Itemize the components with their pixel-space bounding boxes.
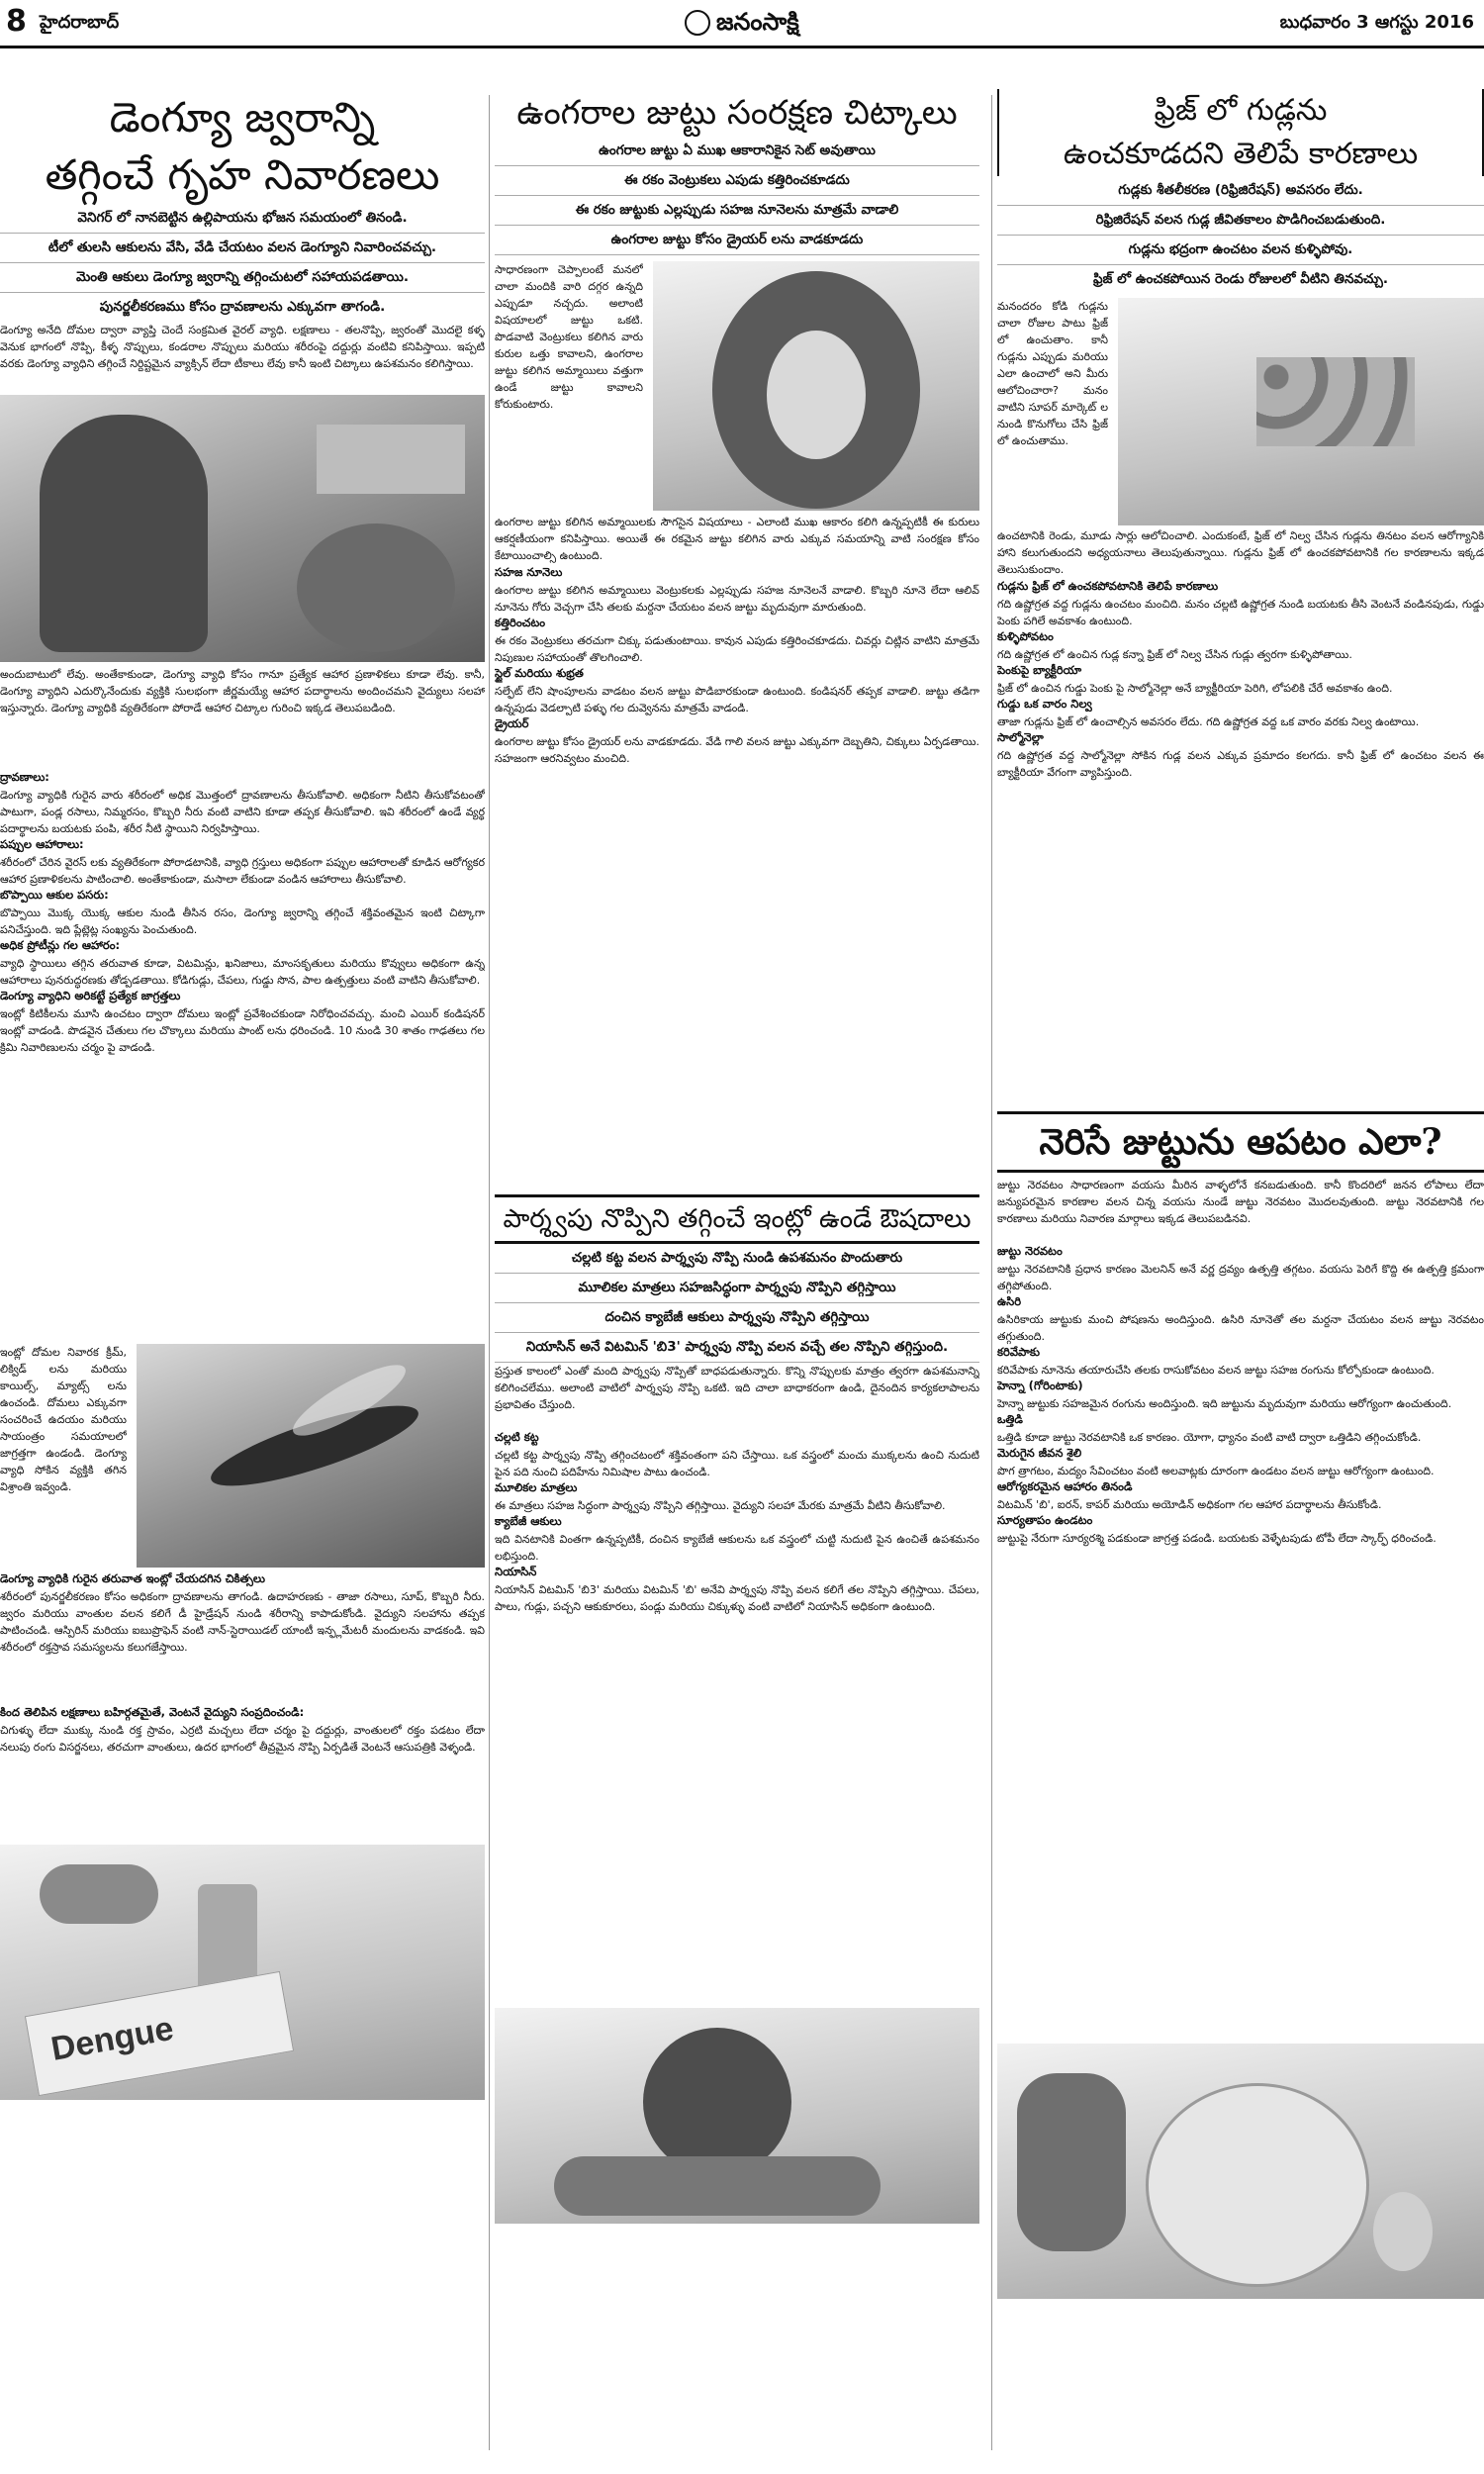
deck-2: మూలికల మాత్రలు సహజసిద్ధంగా పార్శ్వపు నొప్పిని తగ్గిస్తాయి (495, 1274, 979, 1303)
headline-eggs-line2: ఉంచకూడదని తెలిపే కారణాలు (1063, 137, 1419, 171)
deck-3: ఈ రకం జుట్టుకు ఎల్లప్పుడు సహజ నూనెలను మాత్రమే వాడాలి (495, 196, 979, 226)
section-text: గది ఉష్ణోగ్రత వద్ద గుడ్లను ఉంచటం మంచిది. మనం చల్లటి ఉష్ణోగ్రత నుండి బయటకు తీసి వెంటనే వండినపుడు, గుడ్డు పెంకు పగిలే అవకాశం ఉంటుంది. (997, 598, 1484, 627)
section-text: బొప్పాయి మొక్క యొక్క ఆకుల నుండి తీసిన రసం, డెంగ్యూ జ్వరాన్ని తగ్గించే శక్తివంతమైన ఇంటి చిట్కాగా పనిచేస్తుంది. ఇది ప్లేట్లెట్ల సంఖ్యను పెంచుతుంది. (0, 906, 485, 936)
deck-3: దంచిన క్యాబేజీ ఆకులు పార్శ్వపు నొప్పిని తగ్గిస్తాయి (495, 1303, 979, 1333)
edition-city: హైదరాబాద్ (40, 12, 120, 33)
paper-logo (685, 8, 799, 42)
body-text-1: అందుబాటులో లేవు. అంతేకాకుండా, డెంగ్యూ వ్యాధి కోసం గానూ ప్రత్యేక ఆహార ప్రణాళికలు కూడా లేవు. కానీ, డెంగ్యూ వ్యాధిని ఎదుర్కొనేందుకు వ్యక్తికి సులభంగా జీర్ణమయ్యే ఆహార పదార్థాలను అందించమని వైద్యులు సలహా ఇస్తున్నారు. డెంగ్యూ వ్యాధికి వ్యతిరేకంగా పోరాడే ఆహార చిట్కాల గురించి ఇక్కడ తెలుపబడింది. (0, 668, 485, 714)
section-text: ఒత్తిడి కూడా జుట్టు నెరవటానికి ఒక కారణం. యోగా, ధ్యానం వంటి వాటి ద్వారా ఒత్తిడిని తగ్గించుకోండి. (997, 1431, 1422, 1444)
deck-1: చల్లటి కట్ట వలన పార్శ్వపు నొప్పి నుండి ఉపశమనం పొందుతారు (495, 1244, 979, 1274)
curly-hair-body: ఉంగరాల జుట్టు కలిగిన అమ్మాయిలకు సౌగసైన విషయాలు - ఎలాంటి ముఖ ఆకారం కలిగి ఉన్నప్పటికీ ఈ కురులు ఆకర్షణీయంగా కనిపిస్తాయి. అయితే ఈ రకమైన జుట్టు కలిగిన వారు ఎక్కువ సమయాన్ని వాటి సంరక్షణ కోసం కేటాయించాల్సి ఉంటుంది. (495, 516, 979, 562)
headline-curly-hair: ఉంగరాల జుట్టు సంరక్షణ చిట్కాలు (516, 93, 958, 133)
section-text: ఫ్రిజ్ లో ఉంచిన గుడ్డు పెంకు పై సాల్మోనెల్లా అనే బ్యాక్టీరియా పెరిగి, లోపలికి చేరే అవకాశం ఉంది. (997, 682, 1393, 695)
deck-4: ఉంగరాల జుట్టు కోసం డ్రైయర్ లను వాడకూడదు (495, 226, 979, 255)
section-title: గుడ్డు ఒక వారం నిల్వ (997, 697, 1092, 711)
deck-4: ఫ్రిజ్ లో ఉంచకపోయిన రెండు రోజులలో వీటిని తినవచ్చు. (1092, 271, 1389, 287)
paper-name: జనంసాక్షి (716, 8, 799, 36)
section-title: ఆరోగ్యకరమైన ఆహారం తినండి (997, 1479, 1133, 1493)
dengue-label: Dengue (47, 2009, 177, 2068)
section-title: హెన్నా (గోరింటాకు) (997, 1379, 1083, 1392)
deck-4: పునర్జలీకరణము కోసం ద్రావణాలను ఎక్కువగా తాగండి. (99, 299, 386, 315)
article-dengue (0, 89, 485, 2100)
section-title: సాల్మోనెల్లా (997, 730, 1044, 744)
section-title: కుళ్ళిపోవటం (997, 629, 1054, 643)
article-migraine (495, 1194, 979, 1244)
section-text: నియాసిన్ విటమిన్ 'బి3' మరియు విటమిన్ 'బి' అనేవి పార్శ్వపు నొప్పి వలన కలిగే తల నొప్పిని తగ్గిస్తాయి. చేపలు, పాలు, గుడ్లు, పచ్చని ఆకుకూరలు, పండ్లు మరియు చిక్కుళ్ళు వంటి వాటిలో నియాసిన్ అధికంగా ఉంటుంది. (495, 1583, 979, 1613)
eggs-block (997, 298, 1484, 527)
face-shape (767, 331, 866, 459)
mosquito-photo (137, 1344, 485, 1568)
section-text: ఇంట్లో కిటికీలను మూసి ఉంచటం ద్వారా దోమలు ఇంట్లో ప్రవేశించకుండా నిరోధించవచ్చు. మంచి ఎయిర్ కండిషనర్ ఇంట్లో వాడండి. పొడవైన చేతులు గల చొక్కాలు మరియు పాంట్ లను ధరించండి. 10 నుండి 30 శాతం గాఢతలు గల క్రిమి నివారిణులను చర్మం పై వాడండి. (0, 1007, 485, 1054)
section-title: డ్రైయర్ (495, 716, 529, 730)
headline-grey-hair: నెరిసే జుట్టును ఆపటం ఎలా? (1039, 1121, 1442, 1163)
section-text: గది ఉష్ణోగ్రత వద్ద సాల్మోనెల్లా సోకిన గుడ్ల వలన ఎక్కువ ప్రమాదం కలగదు. కానీ ఫ్రిజ్ లో ఉంచటం వలన ఈ బ్యాక్టీరియా వేగంగా వ్యాపిస్తుంది. (997, 749, 1484, 779)
section-text: ఉంగరాల జుట్టు కలిగిన అమ్మాయిలు వెంట్రుకలకు ఎల్లప్పుడు సహజ నూనెలనే వాడాలి. కొబ్బరి నూనె లేదా ఆలివ్ నూనెను గోరు వెచ్చగా చేసి తలకు మర్దనా చేయటం వలన జుట్టు మృదువుగా మారుతుంది. (495, 584, 979, 614)
mosquito-block (0, 1344, 485, 1571)
section-text: సల్ఫేట్ లేని షాంపూలను వాడటం వలన జుట్టు పొడిబారకుండా ఉంటుంది. కండిషనర్ తప్పక వాడాలి. జుట్టు తడిగా ఉన్నపుడు వెడల్పాటి పళ్ళు గల దువ్వెనను మాత్రమే వాడండి. (495, 685, 979, 714)
eggs-body: ఉంచటానికి రెండు, మూడు సార్లు ఆలోచించాలి. ఎందుకంటే, ఫ్రిజ్ లో నిల్వ చేసిన గుడ్లను తినటం వలన ఆరోగ్యానికి హాని కలుగుతుందని అధ్యయనాలు తెలుపుతున్నాయి. గుడ్లను ఫ్రిజ్ లో ఉంచకపోవటానికి గల కారణాలను ఇక్కడ తెలుసుకుందాం. (997, 529, 1484, 576)
curly-hair-photo (653, 261, 979, 511)
egg-shape (1373, 2192, 1433, 2271)
deck-1: గుడ్లకు శీతలీకరణ (రిఫ్రిజిరేషన్) అవసరం లేదు. (997, 176, 1484, 206)
section-title: ద్రావణాలు: (0, 770, 49, 784)
section-title: గుడ్లను ఫ్రిజ్ లో ఉంచకపోవటానికి తెలిపే కారణాలు (997, 579, 1219, 593)
curly-hair-side-text: సాధారణంగా చెప్పాలంటే మనలో చాలా మందికి వారి దగ్గర ఉన్నది ఎప్పుడూ నచ్చదు. అలాంటి విషయాలలో జుట్టు ఒకటి. పొడవాటి వెంట్రుకలు కలిగిన వారు కురుల ఒత్తు కావాలని, ఉంగరాల జుట్టు కలిగిన అమ్మాయిలు వత్తుగా ఉండే జుట్టు కావాలని కోరుకుంటారు. (495, 263, 643, 411)
deck-2: ఈ రకం వెంట్రుకలు ఎపుడు కత్తిరించకూడదు (495, 166, 979, 196)
section-text: హెన్నా జుట్టుకు సహజమైన రంగును అందిస్తుంది. ఇది జుట్టును మృదువుగా మరియు ఆరోగ్యంగా ఉంచుతుంది. (997, 1397, 1452, 1410)
masthead (0, 0, 1484, 79)
eggs-headline-box (997, 89, 1484, 176)
logo-icon (685, 10, 710, 36)
section-title: కింద తెలిపిన లక్షణాలు బహిర్గతమైతే, వెంటనే వైద్యుని సంప్రదించండి: (0, 1705, 305, 1719)
eggs-fridge-photo (1118, 298, 1484, 525)
section-title: ఒత్తిడి (997, 1412, 1023, 1426)
child-figure (297, 523, 455, 652)
section-text: శరీరంలో చేరిన వైరస్ లకు వ్యతిరేకంగా పోరాడటానికి, వ్యాధి గ్రస్తులు అధికంగా పప్పుల ఆహారాలతో కూడిన ఆరోగ్యకర ఆహార ప్రణాళికలను పాటించాలి. అంతేకాకుండా, మసాలా లేకుండా వండిన ఆహారాలు తీసుకోవాలి. (0, 856, 485, 886)
section-text: చల్లటి కట్ట పార్శ్వపు నొప్పి తగ్గించటంలో శక్తివంతంగా పని చేస్తాయి. ఒక వస్త్రంలో మంచు ముక్కలను ఉంచి నుదుటి పైన పది నుంచి పదిహేను నిమిషాల పాటు ఉంచండి. (495, 1449, 979, 1478)
paper-sheet (25, 1971, 294, 2096)
deck-4: నియాసిన్ అనే విటమిన్ 'బి3' పార్శ్వపు నొప్పి వలన వచ్చే తల నొప్పిని తగ్గిస్తుంది. (495, 1333, 979, 1363)
deck-1: ఉంగరాల జుట్టు ఏ ముఖ ఆకారానికైన సెట్ అవుతాయి (495, 137, 979, 166)
headline-migraine: పార్శ్వపు నొప్పిని తగ్గించే ఇంట్లో ఉండే ఔషదాలు (503, 1204, 972, 1234)
section-text: జుట్టు నెరవటానికి ప్రధాన కారణం మెలనిన్ అనే వర్ణ ద్రవ్యం ఉత్పత్తి తగ్గటం. వయసు పెరిగే కొద్ది ఈ ఉత్పత్తి క్రమంగా తగ్గిపోతుంది. (997, 1263, 1484, 1292)
page-number: 8 (6, 4, 27, 39)
migraine-intro: ప్రస్తుత కాలంలో ఎంతో మంది పార్శ్వపు నొప్పితో బాధపడుతున్నారు. కొన్ని నొప్పులకు మాత్రం త్వరగా ఉపశమనాన్ని కలిగించలేము. అలాంటి వాటిలో పార్శ్వపు నొప్పి ఒకటి. ఇది చాలా బాధాకరంగా ఉండి, దైనందిన కార్యకలాపాలను ప్రభావితం చేస్తుంది. (495, 1365, 979, 1411)
section-title: స్టైల్ మరియు శుభ్రత (495, 666, 584, 680)
arm-shape (554, 2156, 881, 2216)
deck-1: వెనిగర్ లో నానబెట్టిన ఉల్లిపాయను భోజన సమయంలో తినండి. (0, 204, 485, 234)
migraine-photo (495, 2008, 979, 2224)
section-title: బొప్పాయి ఆకుల పసరు: (0, 888, 109, 902)
mosquito-side-text: ఇంట్లో దోమల నివారక క్రీమ్, లిక్విడ్ లను మరియు కాయిల్స్, మ్యాట్స్ లను ఉంచండి. దోమలు ఎక్కువగా సంచరించే ఉదయం మరియు సాయంత్రం సమయాలలో జాగ్రత్తగా ఉండండి. డెంగ్యూ వ్యాధి సోకిన వ్యక్తికి తగిన విశ్రాంతి ఇవ్వండి. (0, 1346, 127, 1493)
section-text: ఉంగరాల జుట్టు కోసం డ్రైయర్ లను వాడకూడదు. వేడి గాలి వలన జుట్టు ఎక్కువగా దెబ్బతిని, చిక్కులు ఏర్పడతాయి. సహజంగా ఆరనివ్వటం మంచిది. (495, 735, 979, 765)
deck-3: మెంతి ఆకులు డెంగ్యూ జ్వరాన్ని తగ్గించుటలో సహాయపడతాయి. (0, 263, 485, 293)
curly-hair-block (495, 261, 979, 514)
section-title: డెంగ్యూ వ్యాధిని అరికట్టే ప్రత్యేక జాగ్రత్తలు (0, 989, 181, 1002)
section-title: కరివేపాకు (997, 1345, 1040, 1359)
section-title: ఉసిరి (997, 1294, 1022, 1308)
article-grey-hair (997, 1111, 1484, 1173)
bowl-shape (1146, 2083, 1369, 2287)
grey-hair-intro: జుట్టు నెరవటం సాధారణంగా వయసు మీరిన వాళ్ళలోనే కనబడుతుంది. కానీ కొందరిలో జనన లోపాలు లేదా జన్యుపరమైన కారణాల వలన చిన్న వయసు నుండే జుట్టు నెరవటం మొదలవుతుంది. జుట్టు నెరవటానికి గల కారణాలు మరియు నివారణ మార్గాలు ఇక్కడ తెలుపబడినవి. (997, 1179, 1484, 1225)
section-title: చల్లటి కట్ట (495, 1430, 539, 1444)
section-title: నియాసిన్ (495, 1565, 537, 1578)
dengue-pills-photo (0, 1845, 485, 2100)
headline-dengue-line1: డెంగ్యూ జ్వరాన్ని (109, 93, 376, 142)
section-text: వ్యాధి స్థాయిలు తగ్గిన తరువాత కూడా, విటమిన్లు, ఖనిజాలు, మాంసకృతులు మరియు కొవ్వులు అధికంగా ఉన్న ఆహారాలు పునరుద్ధరణకు తోడ్పడతాయి. కోడిగుడ్లు, చేపలు, గుడ్డు సొన, పాల ఉత్పత్తులు వంటి వాటిని తీసుకోవాలి. (0, 957, 485, 987)
herbs-shape (1017, 2073, 1126, 2251)
egg-tray (1256, 357, 1415, 446)
migraine-sections (495, 1430, 979, 2004)
section-text: ఈ మాత్రలు సహజ సిద్ధంగా పార్శ్వపు నొప్పిని తగ్గిస్తాయి. వైద్యుని సలహా మేరకు మాత్రమే వీటిని తీసుకోవాలి. (495, 1499, 946, 1512)
section-text: జుట్టుపై నేరుగా సూర్యరశ్మి పడకుండా జాగ్రత్త పడండి. బయటకు వెళ్ళేటపుడు టోపీ లేదా స్కార్ఫ్ ధరించండి. (997, 1532, 1437, 1545)
deck-2: టీలో తులసి ఆకులను వేసి, వేడి చేయటం వలన డెంగ్యూని నివారించవచ్చు. (0, 234, 485, 263)
article-eggs (997, 89, 1484, 2299)
section-title: సూర్యతాపం ఉండటం (997, 1513, 1093, 1527)
section-text: గది ఉష్ణోగ్రత లో ఉంచిన గుడ్ల కన్నా ఫ్రిజ్ లో నిల్వ చేసిన గుడ్లు త్వరగా కుళ్ళిపోతాయి. (997, 648, 1352, 661)
section-text: ఉసిరికాయ జుట్టుకు మంచి పోషణను అందిస్తుంది. ఉసిరి నూనెతో తల మర్దనా చేయటం వలన జుట్టు నెరవటం తగ్గుతుంది. (997, 1313, 1484, 1343)
body-text-2: శరీరంలో పునర్జలీకరణం కోసం అధికంగా ద్రావణాలను తాగండి. ఉదాహరణకు - తాజా రసాలు, సూప్, కొబ్బరి నీరు. జ్వరం మరియు వాంతుల వలన కలిగే డీ హైడ్రేషన్ నుండి శరీరాన్ని కాపాడుకోండి. వైద్యుని సలహాను తప్పక పాటించండి. ఆస్పిరిన్ మరియు ఐబుప్రొఫెన్ వంటి నాన్-స్టెరాయిడల్ యాంటీ ఇన్ఫ్లమేటరీ మందులను వాడకండి. ఇవి శరీరంలో రక్తస్రావ సమస్యలను కలుగజేస్తాయి. (0, 1590, 485, 1654)
intro-text: డెంగ్యూ అనేది దోమల ద్వారా వ్యాప్తి చెందే సంక్రమిత వైరల్ వ్యాధి. లక్షణాలు - తలనొప్పి, జ్వరంతో మొదలై కళ్ళ వెనుక భాగంలో నొప్పి, కీళ్ళ నొప్పులు, కండరాల నొప్పులు మరియు శరీరంపై దద్దుర్లు వంటివి కనిపిస్తాయి. ఇప్పటి వరకు డెంగ్యూ వ్యాధిని తగ్గించే నిర్దిష్టమైన వ్యాక్సిన్ లేదా టీకాలు లేవు కానీ ఇంటి చిట్కాలు ఉపశమనం కలిగిస్తాయి. (0, 324, 485, 370)
deck-3: గుడ్లను భద్రంగా ఉంచటం వలన కుళ్ళిపోవు. (997, 236, 1484, 265)
section-title: సహజ నూనెలు (495, 565, 563, 579)
grey-hair-sections (997, 1244, 1484, 2044)
eggs-side-text: మనందరం కోడి గుడ్లను చాలా రోజుల పాటు ఫ్రిజ్ లో ఉంచుతాం. కానీ గుడ్లను ఎప్పుడు మరియు ఎలా ఉంచాలో అని మీరు ఆలోచించారా? మనం వాటిని సూపర్ మార్కెట్ ల నుండి కొనుగోలు చేసి ఫ్రిజ్ లో ఉంచుతాము. (997, 300, 1108, 447)
section-title: జుట్టు నెరవటం (997, 1244, 1063, 1258)
section-title: కత్తిరించటం (495, 616, 546, 629)
section-text: డెంగ్యూ వ్యాధికి గురైన వారు శరీరంలో అధిక మొత్తంలో ద్రావణాలను తీసుకోవాలి. అధికంగా నీటిని తీసుకోవటంతో పాటుగా, పండ్ల రసాలు, నిమ్మరసం, కొబ్బరి నీరు వంటి వాటిని కూడా తప్పక తీసుకోవాలి. ఇవి శరీరంలో ఉండే వ్యర్థ పదార్థాలను బయటకు పంపి, శరీర నీటి స్థాయిని నిర్వహిస్తాయి. (0, 789, 485, 835)
section-title: డెంగ్యూ వ్యాధికి గురైన తరువాత ఇంట్లో చేయదగిన చికిత్సలు (0, 1571, 266, 1585)
section-title: క్యాబేజీ ఆకులు (495, 1514, 562, 1528)
section-text: పొగ త్రాగటం, మద్యం సేవించటం వంటి అలవాట్లకు దూరంగా ఉండటం వలన జుట్టు ఆరోగ్యంగా ఉంటుంది. (997, 1465, 1435, 1477)
section-title: పెంకుపై బ్యాక్టీరియా (997, 663, 1082, 677)
column-divider (991, 95, 992, 2450)
mother-child-photo (0, 395, 485, 662)
section-title: మెరుగైన జీవన శైలి (997, 1446, 1082, 1460)
section-text: విటమిన్ 'బి', ఐరన్, కాపర్ మరియు అయోడిన్ అధికంగా గల ఆహార పదార్థాలను తీసుకోండి. (997, 1498, 1382, 1511)
article-curly-hair (495, 89, 979, 2224)
window-shape (317, 425, 465, 494)
masthead-rule (0, 46, 1484, 48)
section-text: తాజా గుడ్లను ఫ్రిజ్ లో ఉంచాల్సిన అవసరం లేదు. గది ఉష్ణోగ్రత వద్ద ఒక వారం వరకు నిల్వ ఉంటాయి. (997, 715, 1420, 728)
eggs-sections (997, 579, 1484, 1103)
headline-eggs-line1: ఫ్రిజ్ లో గుడ్లను (1154, 93, 1328, 128)
head-shape (643, 2028, 791, 2176)
deck-2: రిఫ్రిజిరేషన్ వలన గుడ్ల జీవితకాలం పొడిగించబడుతుంది. (997, 206, 1484, 236)
section-title: పప్పుల ఆహారాలు: (0, 837, 84, 851)
section-text: ఇది వినటానికి వింతగా ఉన్నప్పటికీ, దంచిన క్యాబేజీ ఆకులను ఒక వస్త్రంలో చుట్టి నుదుటి పైన ఉంచితే ఉపశమనం లభిస్తుంది. (495, 1533, 979, 1563)
headline-dengue-line2: తగ్గించే గృహ నివారణలు (45, 150, 440, 199)
pill-shape (40, 1864, 158, 1924)
column-divider (489, 95, 490, 2450)
section-title: అధిక ప్రోటీన్లు గల ఆహారం: (0, 938, 121, 952)
herbs-eggs-photo (997, 2044, 1484, 2299)
dengue-sections (0, 770, 485, 1344)
mother-figure (40, 415, 208, 652)
section-text: కరివేపాకు నూనెను తయారుచేసి తలకు రాసుకోవటం వలన జుట్టు సహజ రంగును కోల్పోకుండా ఉంటుంది. (997, 1364, 1435, 1377)
body-text-3: చిగుళ్ళు లేదా ముక్కు నుండి రక్త స్రావం, ఎర్రటి మచ్చలు లేదా చర్మం పై దద్దుర్లు, వాంతులలో రక్తం పడటం లేదా నలుపు రంగు విసర్జనలు, తరచుగా వాంతులు, ఉదర భాగంలో తీవ్రమైన నొప్పి ఏర్పడితే వెంటనే ఆసుపత్రికి వెళ్ళండి. (0, 1724, 485, 1754)
section-title: మూలికల మాత్రలు (495, 1480, 578, 1494)
issue-date: బుధవారం 3 ఆగస్టు 2016 (1279, 12, 1474, 33)
section-text: ఈ రకం వెంట్రుకలు తరచుగా చిక్కు పడుతుంటాయి. కావున ఎపుడు కత్తిరించకూడదు. చివర్లు చిట్లిన వాటిని మాత్రమే నిపుణుల సహాయంతో తొలగించాలి. (495, 634, 979, 664)
curly-hair-sections (495, 565, 979, 1189)
